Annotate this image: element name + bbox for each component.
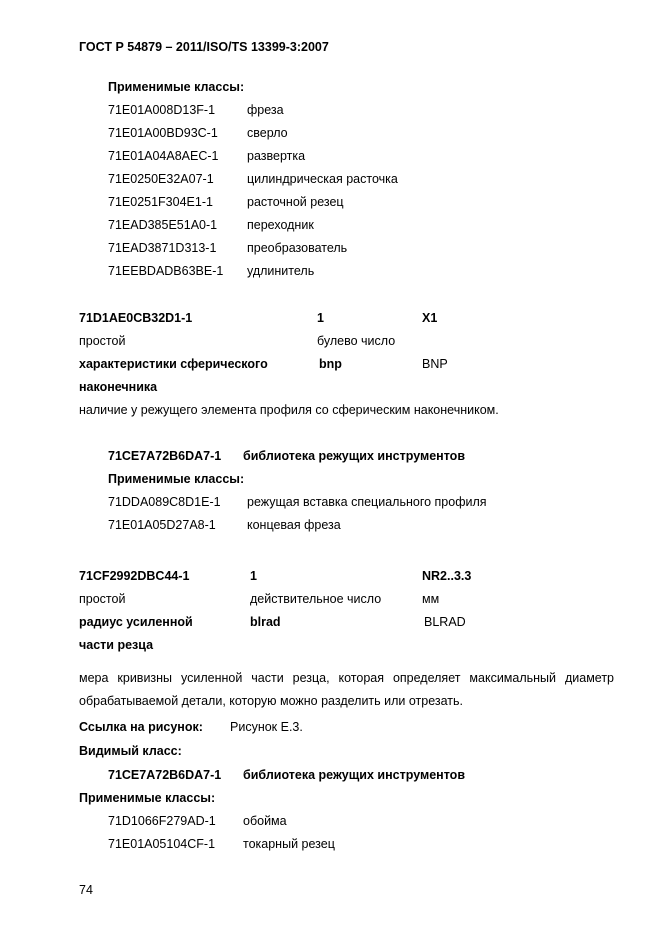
property-name-continued: наконечника [79, 380, 158, 394]
class-code: 71EAD385E51A0-1 [108, 218, 218, 232]
class-name: цилиндрическая расточка [247, 172, 398, 186]
applicable-classes-heading: Применимые классы: [79, 791, 216, 805]
class-name: концевая фреза [247, 518, 341, 532]
property-type: булево число [317, 334, 396, 348]
class-name: расточной резец [247, 195, 344, 209]
property-unit: мм [422, 592, 440, 606]
property-name: радиус усиленной [79, 615, 193, 629]
class-code: 71EAD3871D313-1 [108, 241, 217, 255]
class-code: 71E01A00BD93C-1 [108, 126, 218, 140]
property-code: 71D1AE0CB32D1-1 [79, 311, 193, 325]
class-reference-name: библиотека режущих инструментов [243, 768, 466, 782]
class-code: 71DDA089C8D1E-1 [108, 495, 221, 509]
class-name: удлинитель [247, 264, 315, 278]
property-kind: простой [79, 334, 126, 348]
class-code: 71E01A008D13F-1 [108, 103, 216, 117]
property-code: 71CF2992DBC44-1 [79, 569, 190, 583]
property-type: действительное число [250, 592, 382, 606]
property-format: NR2..3.3 [422, 569, 472, 583]
property-short-name: BLRAD [424, 615, 466, 629]
class-reference-code: 71CE7A72B6DA7-1 [108, 449, 222, 463]
property-definition: наличие у режущего элемента профиля со сферическим наконечником. [79, 403, 499, 417]
property-symbol: bnp [319, 357, 342, 371]
class-name: токарный резец [243, 837, 335, 851]
property-symbol: blrad [250, 615, 281, 629]
class-name: сверло [247, 126, 288, 140]
class-code: 71E0251F304E1-1 [108, 195, 213, 209]
figure-reference-label: Ссылка на рисунок: [79, 720, 203, 734]
applicable-classes-heading: Применимые классы: [108, 472, 245, 486]
class-name: развертка [247, 149, 306, 163]
class-code: 71E01A04A8AEC-1 [108, 149, 219, 163]
figure-reference-value: Рисунок Е.3. [230, 720, 303, 734]
page-number: 74 [79, 883, 93, 897]
class-name: переходник [247, 218, 314, 232]
property-version: 1 [317, 311, 324, 325]
property-name: характеристики сферического [79, 357, 268, 371]
class-reference-name: библиотека режущих инструментов [243, 449, 466, 463]
property-version: 1 [250, 569, 257, 583]
applicable-classes-heading: Применимые классы: [108, 80, 245, 94]
class-reference-code: 71CE7A72B6DA7-1 [108, 768, 222, 782]
property-format: X1 [422, 311, 438, 325]
class-name: обойма [243, 814, 287, 828]
document-header: ГОСТ Р 54879 – 2011/ISO/TS 13399-3:2007 [79, 40, 329, 54]
property-short-name: BNP [422, 357, 448, 371]
class-code: 71E0250E32A07-1 [108, 172, 214, 186]
property-name-continued: части резца [79, 638, 154, 652]
visible-class-label: Видимый класс: [79, 744, 182, 758]
class-code: 71E01A05104CF-1 [108, 837, 216, 851]
property-kind: простой [79, 592, 126, 606]
class-code: 71D1066F279AD-1 [108, 814, 216, 828]
class-name: преобразователь [247, 241, 348, 255]
class-code: 71E01A05D27A8-1 [108, 518, 216, 532]
class-name: режущая вставка специального профиля [247, 495, 487, 509]
class-code: 71EEBDADB63BE-1 [108, 264, 224, 278]
class-name: фреза [247, 103, 284, 117]
property-definition: мера кривизны усиленной части резца, которая определяет максимальный диаметр обрабатываемой детали, которую можно разделить или отрезать. [79, 671, 614, 708]
